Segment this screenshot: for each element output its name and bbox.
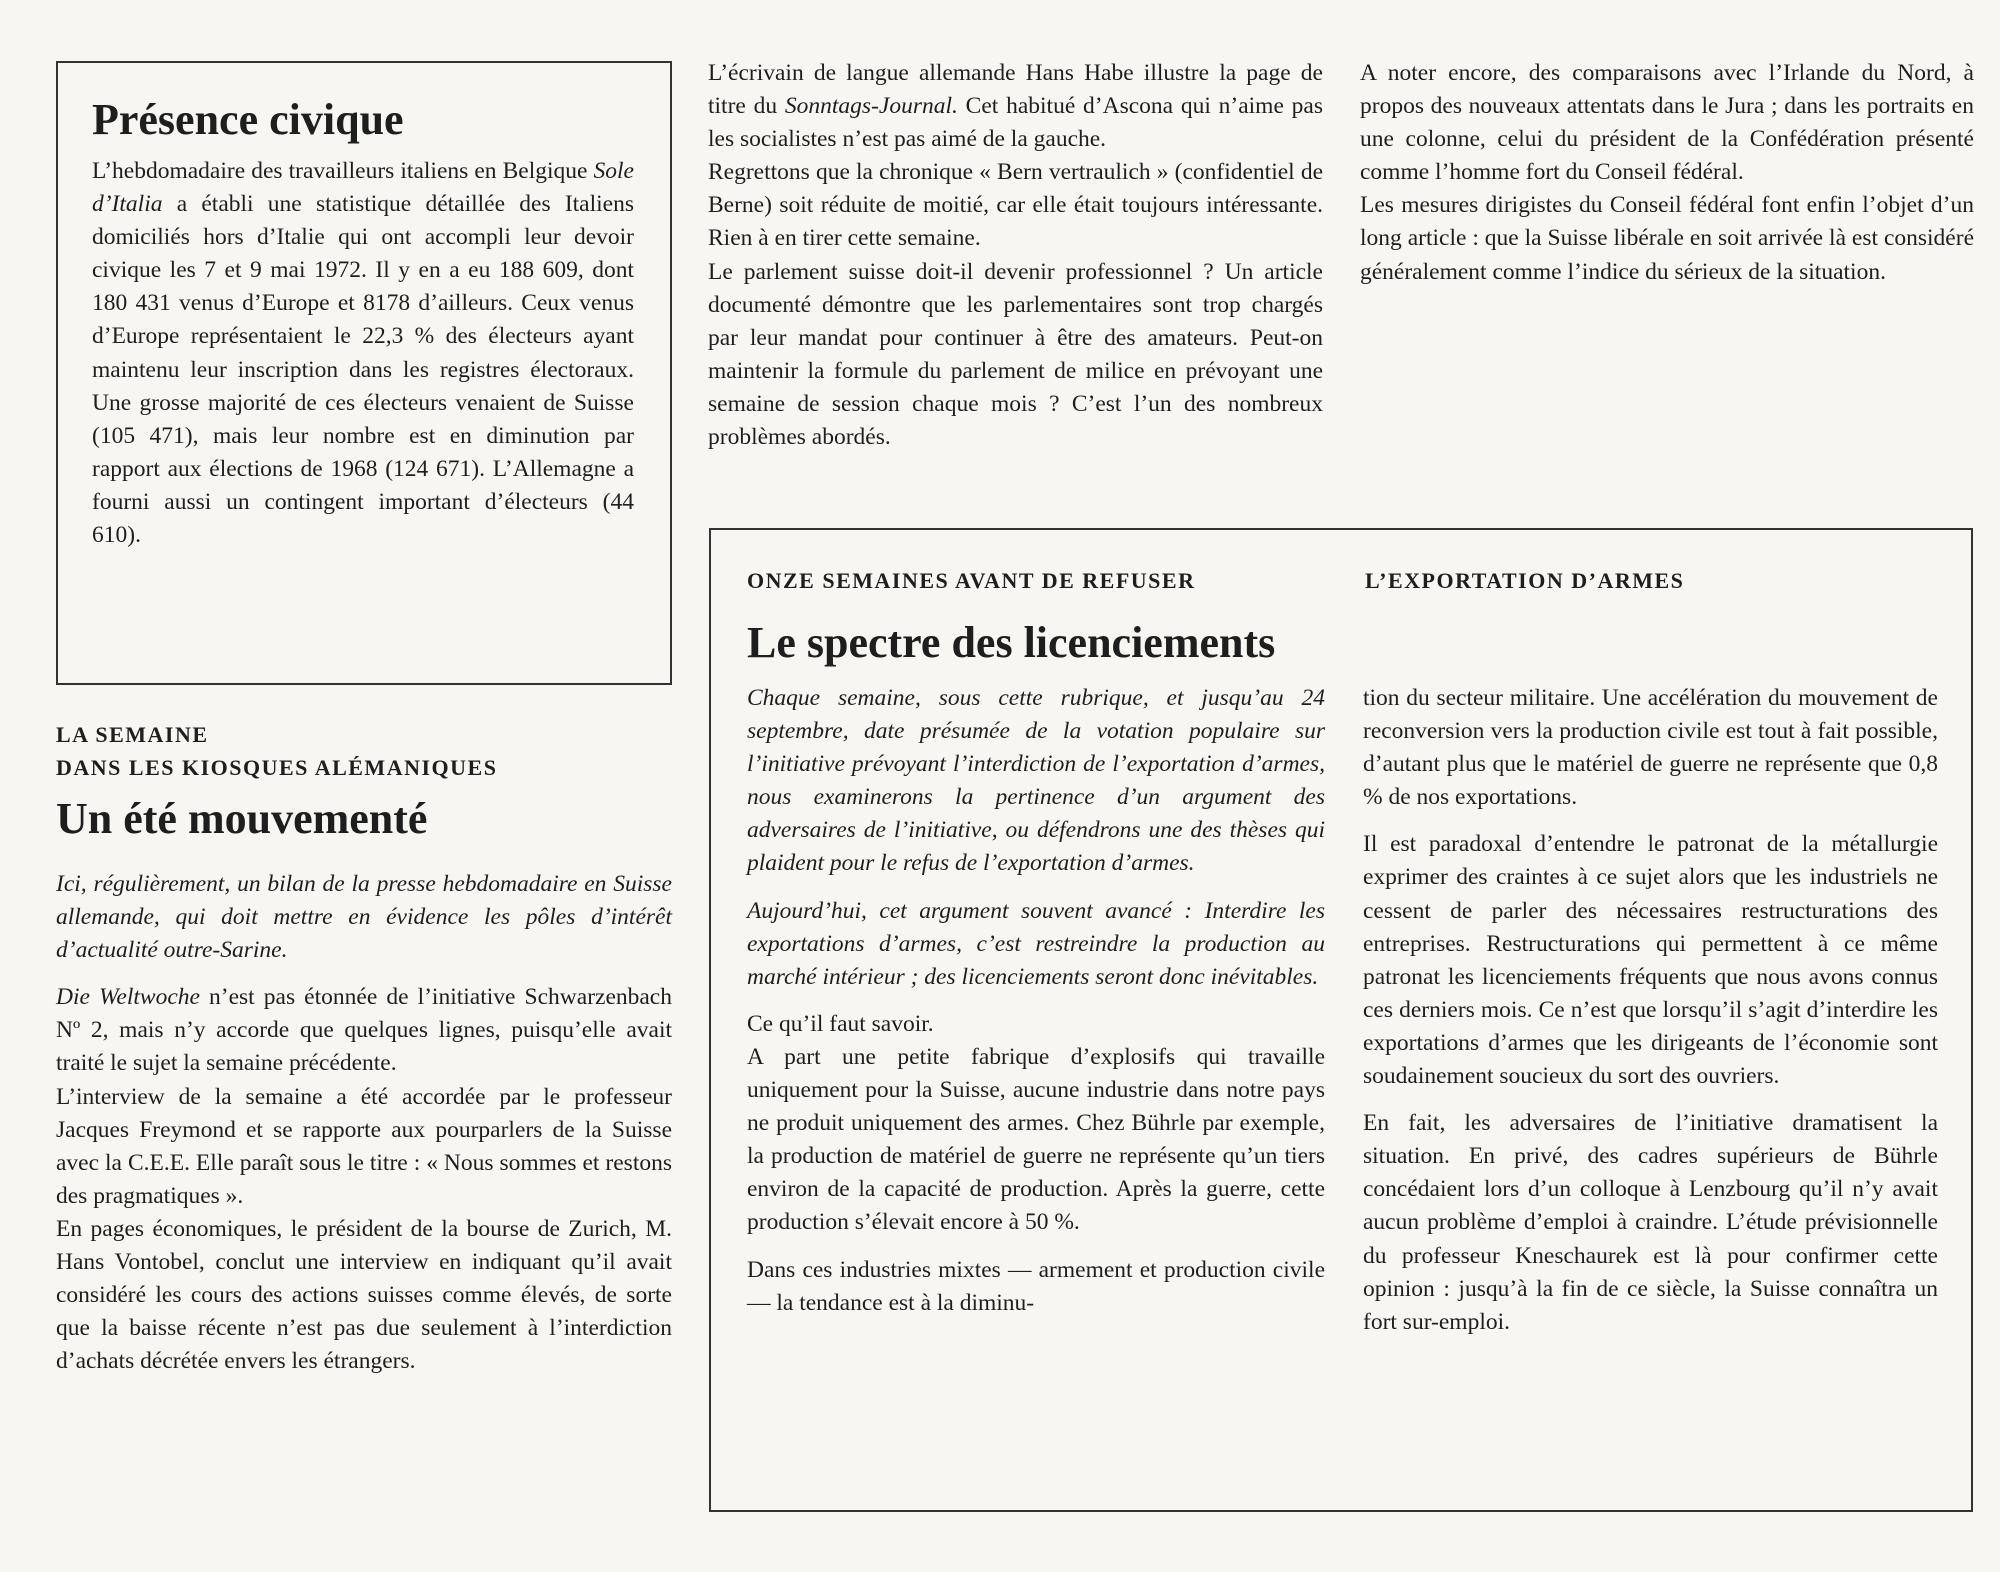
spectre-paragraph-paradoxal: Il est paradoxal d’entendre le patronat de la métallurgie exprimer des craintes à ce sujet alors que les industriels ne cessent de parler des nécessaires restructurations des entreprises. Restructurations qui permettent à ce même patronat les licenciements fréquents que nous avons connus ces derniers mois. Ce n’est que lorsqu’il s’agit d’interdire les exportations d’armes que les dirigeants de l’économie sont soudainement soucieux du sort des ouvriers. [1363,831,1938,1090]
spectre-title: Le spectre des licenciements [747,618,1276,667]
spectre-paragraph-mixtes-continued: tion du secteur militaire. Une accélération du mouvement de reconversion vers la production civile est tout à fait possible, d’autant plus que le matériel de guerre ne représente que 0,8 % de nos exportations. [1363,685,1938,811]
semaine-title: Un été mouvementé [56,794,428,843]
spectre-paragraph-enfait: En fait, les adversaires de l’initiative dramatisent la situation. En privé, des cadres supérieurs de Bührle concédaient lors d’un colloque à Lenzbourg qu’il n’y avait aucun problème d’emploi à craindre. L’étude prévisionnelle du professeur Kneschaurek est là pour confirmer cette opinion : jusqu’à la fin de ce siècle, la Suisse connaîtra un fort sur-emploi. [1363,1110,1938,1335]
semaine-paragraph-habe: L’écrivain de langue allemande Hans Habe illustre la page de titre du Sonntags-Journal. Cet habitué d’Ascona qui n’aime pas les socialistes n’est pas aimé de la gauche. [708,60,1323,153]
spectre-intro: Chaque semaine, sous cette rubrique, et jusqu’au 24 septembre, date présumée de la votation populaire sur l’initiative prévoyant l’interdiction de l’exportation d’armes, nous examinerons la pertinence d’un argument des adversaires de l’initiative, ou défendrons une des thèses qui plaident pour le refus de l’exportation d’armes. [747,685,1325,877]
spectre-paragraph-fabrique: A part une petite fabrique d’explosifs qui travaille uniquement pour la Suisse, aucune industrie dans notre pays ne produit uniquement des armes. Chez Bührle par exemple, la production de matériel de guerre ne représente qu’un tiers environ de la capacité de production. Après la guerre, cette production s’élevait encore à 50 %. [747,1043,1325,1236]
semaine-paragraph-interview: L’interview de la semaine a été accordée par le professeur Jacques Freymond et se rapporte aux pourparlers de la Suisse avec la C.E.E. Elle paraît sous le titre : « Nous sommes et restons des pragmatiques ». [56,1083,672,1209]
semaine-paragraph-irlande: A noter encore, des comparaisons avec l’Irlande du Nord, à propos des nouveaux attentats dans le Jura ; dans les portraits en une colonne, celui du président de la Confédération présenté comme l’homme fort du Conseil fédéral. [1360,60,1974,186]
presence-civique-paragraph: L’hebdomadaire des travailleurs italiens en Belgique Sole d’Italia a établi une statistique détaillée des Italiens domiciliés hors d’Italie qui ont accompli leur devoir civique les 7 et 9 mai 1972. Il y en a eu 188 609, dont 180 431 venus d’Europe et 8178 d’ailleurs. Ceux venus d’Europe représentaient le 22,3 % des électeurs ayant maintenu leur inscription dans les registres électoraux. Une grosse majorité de ces électeurs venaient de Suisse (105 471), mais leur nombre est en diminution par rapport aux élections de 1968 (124 671). L’Allemagne a fourni aussi un contingent important d’électeurs (44 610). [92,158,634,549]
spectre-column-1 [747,682,1325,1320]
spectre-kicker-left: ONZE SEMAINES AVANT DE REFUSER [747,568,1196,593]
presence-civique-title: Présence civique [92,95,404,144]
sole-italia-name: Sole d’Italia [92,158,634,218]
semaine-intro: Ici, régulièrement, un bilan de la presse hebdomadaire en Suisse allemande, qui doit mettre en évidence les pôles d’intérêt d’actualité outre-Sarine. [56,871,672,964]
presence-civique-box [56,61,672,685]
spectre-paragraph-mixtes: Dans ces industries mixtes — armement et production civile — la tendance est à la diminu- [747,1256,1325,1316]
semaine-column-1 [56,868,672,1378]
spectre-kicker-right: L’EXPORTATION D’ARMES [1365,568,1685,593]
spectre-licenciements-box [709,528,1973,1512]
semaine-paragraph-mesures: Les mesures dirigistes du Conseil fédéral font enfin l’objet d’un long article : que la Suisse libérale en soit arrivée là est considéré généralement comme l’indice du sérieux de la situation. [1360,192,1974,285]
semaine-paragraph-bern: Regrettons que la chronique « Bern vertraulich » (confidentiel de Berne) soit réduite de moitié, car elle était toujours intéressante. Rien à en tirer cette semaine. [708,159,1323,252]
sonntags-journal-name: Sonntags-Journal. [784,93,958,120]
semaine-paragraph-parlement: Le parlement suisse doit-il devenir professionnel ? Un article documenté démontre que les parlementaires sont trop chargés par leur mandat pour continuer à être des amateurs. Peut-on maintenir la formule du parlement de milice en prévoyant une semaine de session chaque mois ? C’est l’un des nombreux problèmes abordés. [708,258,1323,451]
semaine-kicker-2: DANS LES KIOSQUES ALÉMANIQUES [56,755,498,780]
spectre-paragraph-savoir: Ce qu’il faut savoir. [747,1010,934,1037]
die-weltwoche-name: Die Weltwoche [56,984,200,1011]
presence-civique-body [92,155,634,552]
spectre-column-2 [1363,682,1938,1339]
semaine-paragraph-weltwoche: Die Weltwoche n’est pas étonnée de l’initiative Schwarzenbach Nº 2, mais n’y accorde que quelques lignes, puisqu’elle avait traité le sujet la semaine précédente. [56,984,672,1077]
semaine-column-2 [708,57,1323,454]
semaine-kicker-1: LA SEMAINE [56,722,209,747]
semaine-column-3 [1360,57,1974,289]
semaine-paragraph-bourse: En pages économiques, le président de la bourse de Zurich, M. Hans Vontobel, conclut une interview en indiquant qu’il avait considéré les cours des actions suisses comme élevés, de sorte que la baisse récente n’est pas due seulement à l’interdiction d’achats décrétée envers les étrangers. [56,1215,672,1375]
semaine-header [56,718,672,844]
spectre-argument: Aujourd’hui, cet argument souvent avancé : Interdire les exportations d’armes, c’est restreindre la production au marché intérieur ; des licenciements seront donc inévitables. [747,897,1325,990]
